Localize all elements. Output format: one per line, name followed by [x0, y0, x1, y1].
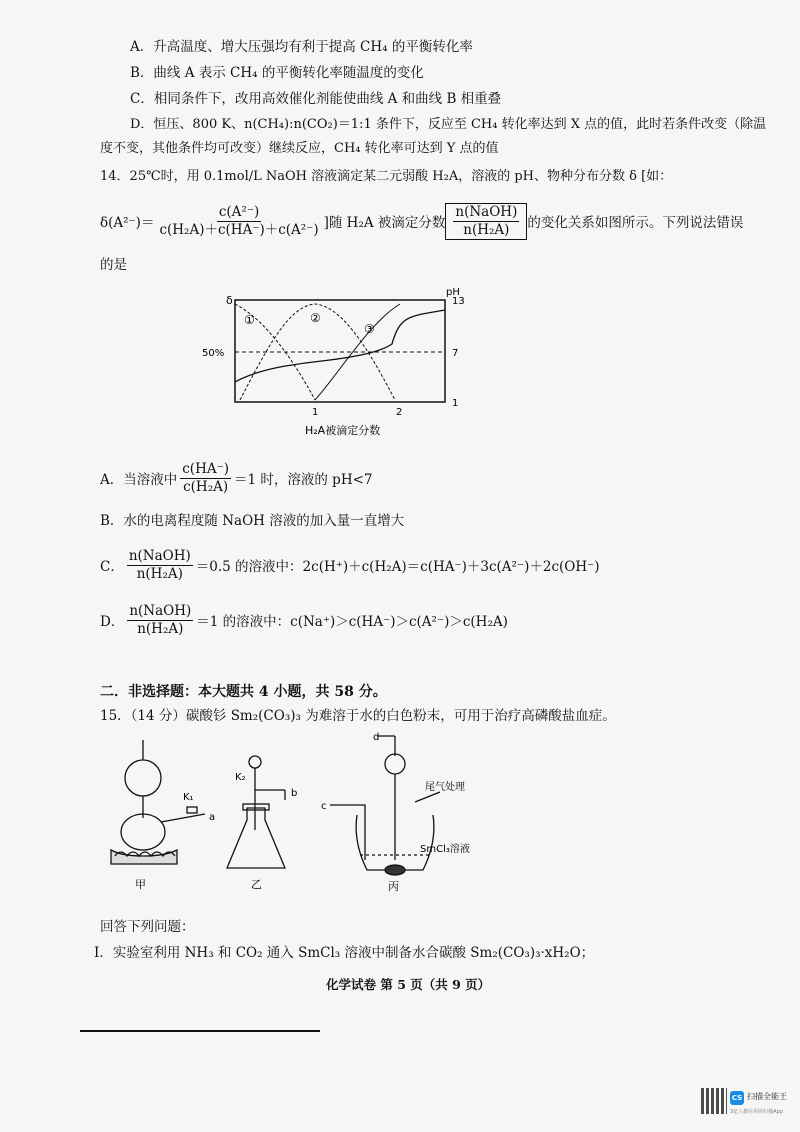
- option-d-prefix: D．: [100, 614, 125, 630]
- option-d-suffix: ＝1 的溶液中：c(Na⁺)＞c(HA⁻)＞c(A²⁻)＞c(H₂A): [196, 614, 508, 630]
- option-a-numerator: c(HA⁻): [182, 460, 229, 477]
- option-d-denominator: n(H₂A): [137, 620, 184, 637]
- port-c-label: c: [321, 801, 327, 812]
- apparatus-yi-label: 乙: [251, 878, 262, 891]
- delta-fraction: [157, 204, 320, 239]
- camscanner-brand: 扫描全能王: [747, 1092, 787, 1101]
- bottom-rule: [80, 1030, 320, 1032]
- answer-prompt: 回答下列问题：: [100, 919, 195, 935]
- smcl3-solution-label: SmCl₃溶液: [420, 844, 470, 855]
- page-footer: 化学试卷 第 5 页（共 9 页）: [326, 977, 491, 992]
- q13-option-a: A．升高温度、增大压强均有利于提高 CH₄ 的平衡转化率: [130, 39, 473, 55]
- option-c-numerator: n(NaOH): [128, 547, 191, 564]
- curve-2-label: ②: [310, 311, 321, 325]
- port-b-label: b: [291, 788, 298, 799]
- section-2-heading: 二．非选择题：本大题共 4 小题，共 58 分。: [100, 684, 387, 700]
- tail-gas-label: 尾气处理: [425, 782, 465, 793]
- apparatus-bing-label: 丙: [388, 880, 399, 893]
- option-a-suffix: ＝1 时，溶液的 pH<7: [234, 472, 373, 488]
- q14-option-a: [100, 456, 373, 500]
- option-a-denominator: c(H₂A): [183, 478, 229, 495]
- q14-mid-text: ]随 H₂A 被滴定分数: [323, 215, 446, 231]
- delta-numerator: c(A²⁻): [218, 203, 260, 220]
- y-tick-50-percent: 50%: [202, 348, 225, 359]
- k1-label: K₁: [183, 792, 194, 803]
- x-tick-2: 2: [396, 407, 403, 418]
- ph-tick-7: 7: [452, 348, 459, 359]
- q14-stem-line3: 的是: [100, 257, 127, 273]
- apparatus-jia-label: 甲: [135, 878, 146, 891]
- qr-code-icon: [701, 1088, 727, 1114]
- apparatus-diagram: [95, 730, 515, 900]
- port-d-label: d: [373, 732, 380, 743]
- q14-stem-formula-row: [100, 196, 743, 246]
- curve-1-label: ①: [244, 313, 255, 327]
- q14-tail-text: 的变化关系如图所示。下列说法错误: [527, 215, 744, 231]
- delta-denominator: c(H₂A)＋c(HA⁻)＋c(A²⁻): [159, 221, 319, 238]
- q14-option-c: [100, 543, 600, 587]
- q13-option-b: B．曲线 A 表示 CH₄ 的平衡转化率随温度的变化: [130, 65, 424, 81]
- ratio-numerator: n(NaOH): [455, 203, 518, 220]
- option-c-suffix: ＝0.5 的溶液中：2c(H⁺)＋c(H₂A)＝c(HA⁻)＋3c(A²⁻)＋2c(OH⁻): [195, 559, 600, 575]
- option-c-prefix: C．: [100, 559, 124, 575]
- k2-label: K₂: [235, 772, 246, 783]
- x-axis-caption: H₂A被滴定分数: [305, 424, 381, 437]
- q14-option-d: [100, 598, 508, 642]
- q14-stem-line1: 14．25℃时，用 0.1mol/L NaOH 溶液滴定某二元弱酸 H₂A，溶液的 pH、物种分布分数 δ [如：: [100, 169, 673, 184]
- x-tick-1: 1: [312, 407, 319, 418]
- port-a-label: a: [209, 812, 216, 823]
- option-a-prefix: A．当溶液中: [100, 472, 178, 488]
- y-axis-delta-label: δ: [226, 294, 233, 307]
- ratio-bracket: [445, 203, 527, 240]
- q15-stem: 15．（14 分）碳酸钐 Sm₂(CO₃)₃ 为难溶于水的白色粉末，可用于治疗高磷酸盐血症。: [100, 708, 616, 724]
- option-a-fraction: [180, 461, 231, 496]
- ratio-fraction: [453, 204, 519, 239]
- q13-option-d-line2: 度不变，其他条件均可改变）继续反应，CH₄ 转化率可达到 Y 点的值: [100, 141, 499, 156]
- q13-option-c: C．相同条件下，改用高效催化剂能使曲线 A 和曲线 B 相重叠: [130, 91, 502, 107]
- ph-curve: [235, 310, 445, 382]
- option-c-fraction: [127, 548, 193, 583]
- q13-option-d-line1: D．恒压、800 K、n(CH₄):n(CO₂)＝1:1 条件下，反应至 CH₄ 转化率达到 X 点的值，此时若条件改变（除温: [130, 117, 767, 132]
- camscanner-badge-icon: CS: [730, 1091, 744, 1105]
- ph-tick-13: 13: [452, 296, 465, 307]
- option-d-numerator: n(NaOH): [129, 602, 192, 619]
- option-c-denominator: n(H₂A): [136, 565, 183, 582]
- ratio-denominator: n(H₂A): [463, 221, 510, 238]
- curve-3-label: ③: [364, 322, 375, 336]
- titration-graph: [200, 282, 490, 442]
- option-d-fraction: [127, 603, 193, 638]
- delta-lhs: δ(A²⁻)＝: [100, 215, 155, 231]
- ph-tick-1: 1: [452, 398, 459, 409]
- q15-part-1: I．实验室利用 NH₃ 和 CO₂ 通入 SmCl₃ 溶液中制备水合碳酸 Sm₂(CO₃)₃·xH₂O；: [94, 945, 595, 961]
- y-axis-ph-label: pH: [446, 287, 460, 298]
- camscanner-slogan: 3亿人都在用的扫描App: [730, 1109, 783, 1115]
- q14-option-b: B．水的电离程度随 NaOH 溶液的加入量一直增大: [100, 513, 405, 529]
